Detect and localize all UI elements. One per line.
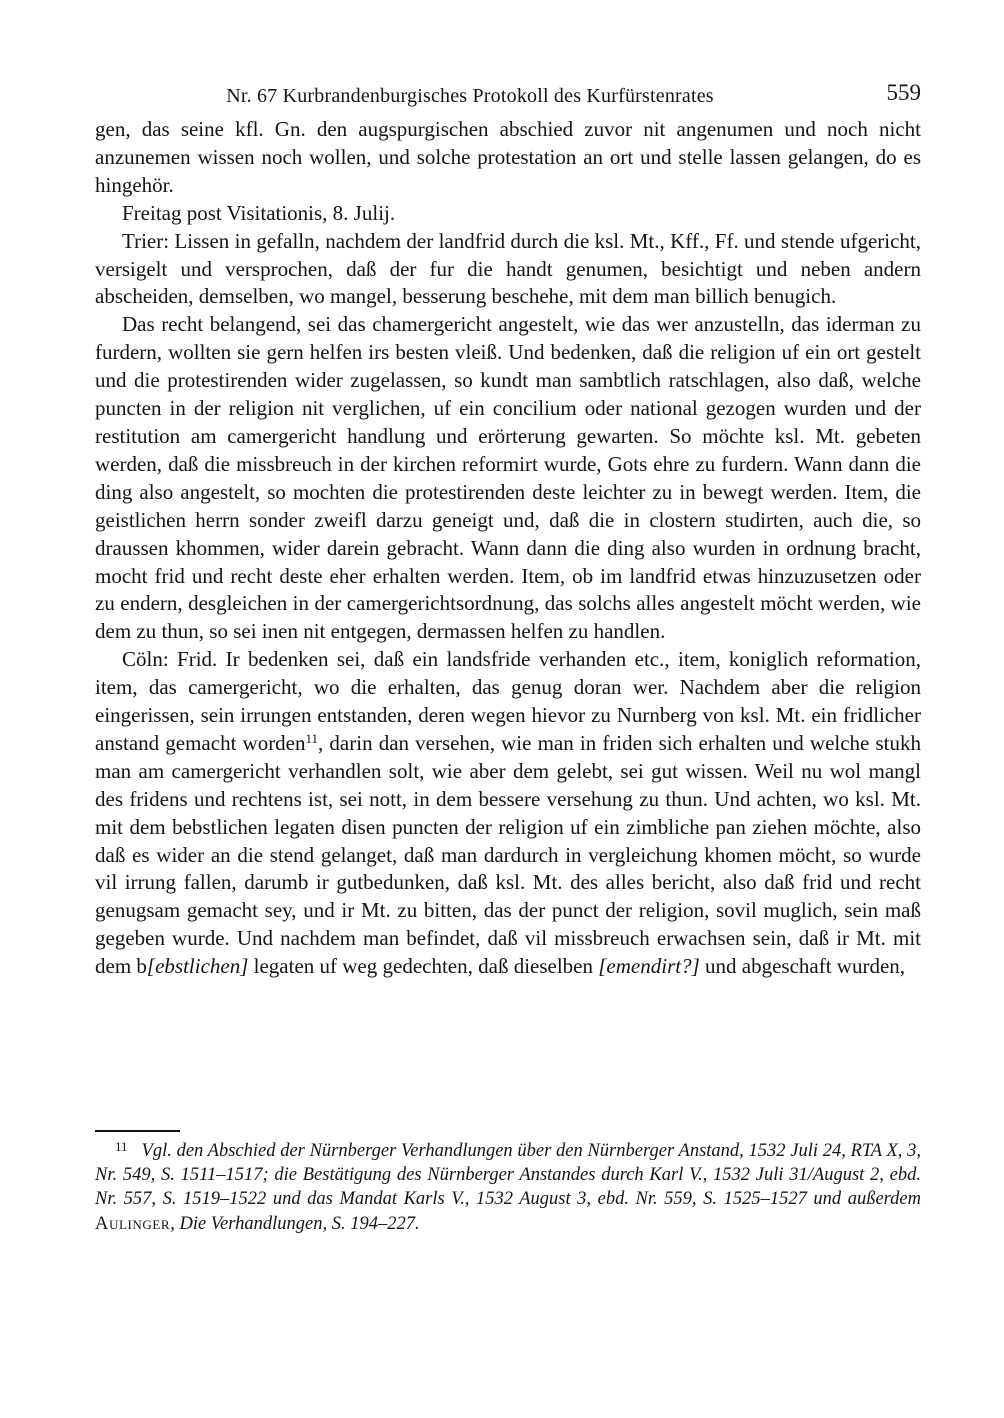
paragraph-text: Freitag post Visitationis, 8. Julij.: [122, 200, 396, 225]
paragraph-coeln: [95, 646, 921, 981]
footnote-separator: [95, 1130, 180, 1132]
paragraph-text: Trier: Lissen in gefalln, nachdem der landfrid durch die ksl. Mt., Kff., Ff. und stende ufgericht, versigelt und versprochen, daß der fur die handt genumen, besichtigt und neben andern abscheiden, demselben, wo mangel, besserung beschehe, mit dem man billich benugich.: [95, 228, 921, 309]
editorial-insertion: [ebstlichen]: [146, 954, 249, 979]
footnote-marker: 11: [115, 1139, 128, 1154]
paragraph-continuation: [95, 116, 921, 200]
paragraph-text: Cöln: Frid. Ir bedenken sei, daß ein landsfride verhanden etc., item, koniglich reformation, item, das camergericht, wo die erhalten, das genug doran wer. Nachdem aber die religion eingerissen, sein irrungen entstanden, deren wegen hievor zu Nurnberg von ksl. Mt. ein fridlicher anstand gemacht worden: [95, 647, 921, 755]
page-number: 559: [886, 80, 921, 105]
footnote-ref-11: 11: [305, 730, 319, 746]
footnote-author-name: Aulinger: [95, 1213, 171, 1234]
paragraph-date-line: [95, 200, 921, 228]
running-header-title: Nr. 67 Kurbrandenburgisches Protokoll des Kurfürstenrates: [226, 85, 714, 107]
footnote-11: [95, 1139, 921, 1236]
paragraph-recht: [95, 311, 921, 646]
paragraph-text: , darin dan versehen, wie man in friden sich erhalten und welche stukh man am camergericht verhandlen solt, wie aber dem gelebt, sei gut wissen. Weil nu wol mangl des fridens und rechtens ist, sei nott, in dem bessere versehung zu thun. Und achten, wo ksl. Mt. mit dem bebstlichen legaten disen puncten der religion uf ein zimbliche pan ziehen möchte, also daß es wider an die stend gelanget, daß man dardurch in vergleichung khomen möcht, so wurde vil irrung fallen, darumb ir gutbedunken, daß ksl. Mt. des alles bericht, also daß frid und recht genugsam gemacht sey, und ir Mt. zu bitten, das der punct der religion, sovil muglich, sein maß gegeben wurde. Und nachdem man befindet, daß vil missbreuch erwachsen sein, daß ir Mt. mit dem b: [95, 730, 921, 979]
footnote-text: Vgl. den Abschied der Nürnberger Verhandlungen über den Nürnberger Anstand, 1532 Juli 24, RTA X, 3, Nr. 549, S. 1511–1517; die Bestätigung des Nürnberger Anstandes durch Karl V., 1532 Juli 31/August 2, ebd. Nr. 557, S. 1519–1522 und das Mandat Karls V., 1532 August 3, ebd. Nr. 559, S. 1525–1527 und außerdem: [95, 1141, 921, 1210]
paragraph-text: Das recht belangend, sei das chamergericht angestelt, wie das wer anzustelln, das iderman zu furdern, wollten sie gern helfen irs besten vleiß. Und bedenken, daß die religion uf ein ort gestelt und die protestirenden wider zugelassen, so kundt man sambtlich ratschlagen, also daß, welche puncten in der religion nit verglichen, uf ein concilium oder national gezogen wurden und der restitution am camergericht handlung und erörterung gewarten. So möchte ksl. Mt. gebeten werden, daß die missbreuch in der kirchen reformirt wurde, Gots ehre zu furdern. Wann dann die ding also angestelt, so mochten die protestirenden deste leichter zu in bewegt werden. Item, die geistlichen herrn sonder zweifl darzu geneigt und, daß die in clostern studirten, auch die, so draussen khommen, wider darein gebracht. Wann dann die ding also wurden in ordnung bracht, mocht frid und recht deste eher erhalten werden. Item, ob im landfrid etwas hinzuzusetzen oder zu endern, desgleichen in der camergerichtsordnung, das solchs alles angestelt möcht werden, wie dem zu thun, so sei inen nit entgegen, dermassen helfen zu handlen.: [95, 312, 921, 644]
paragraph-text: und abgeschaft wurden,: [699, 954, 906, 979]
footnote-text: , Die Verhandlungen, S. 194–227.: [170, 1213, 420, 1234]
footnote-area: [95, 1130, 921, 1236]
running-header: [95, 80, 921, 110]
main-text-block: [95, 116, 921, 981]
paragraph-trier: [95, 228, 921, 312]
paragraph-text: gen, das seine kfl. Gn. den augspurgischen abschied zuvor nit angenumen und noch nicht anzunemen wissen noch wollen, und solche protestation an ort und stelle lassen gelangen, do es hingehör.: [95, 117, 921, 197]
editorial-insertion: [emendirt?]: [598, 954, 700, 979]
paragraph-text: legaten uf weg gedechten, daß dieselben: [248, 954, 599, 979]
